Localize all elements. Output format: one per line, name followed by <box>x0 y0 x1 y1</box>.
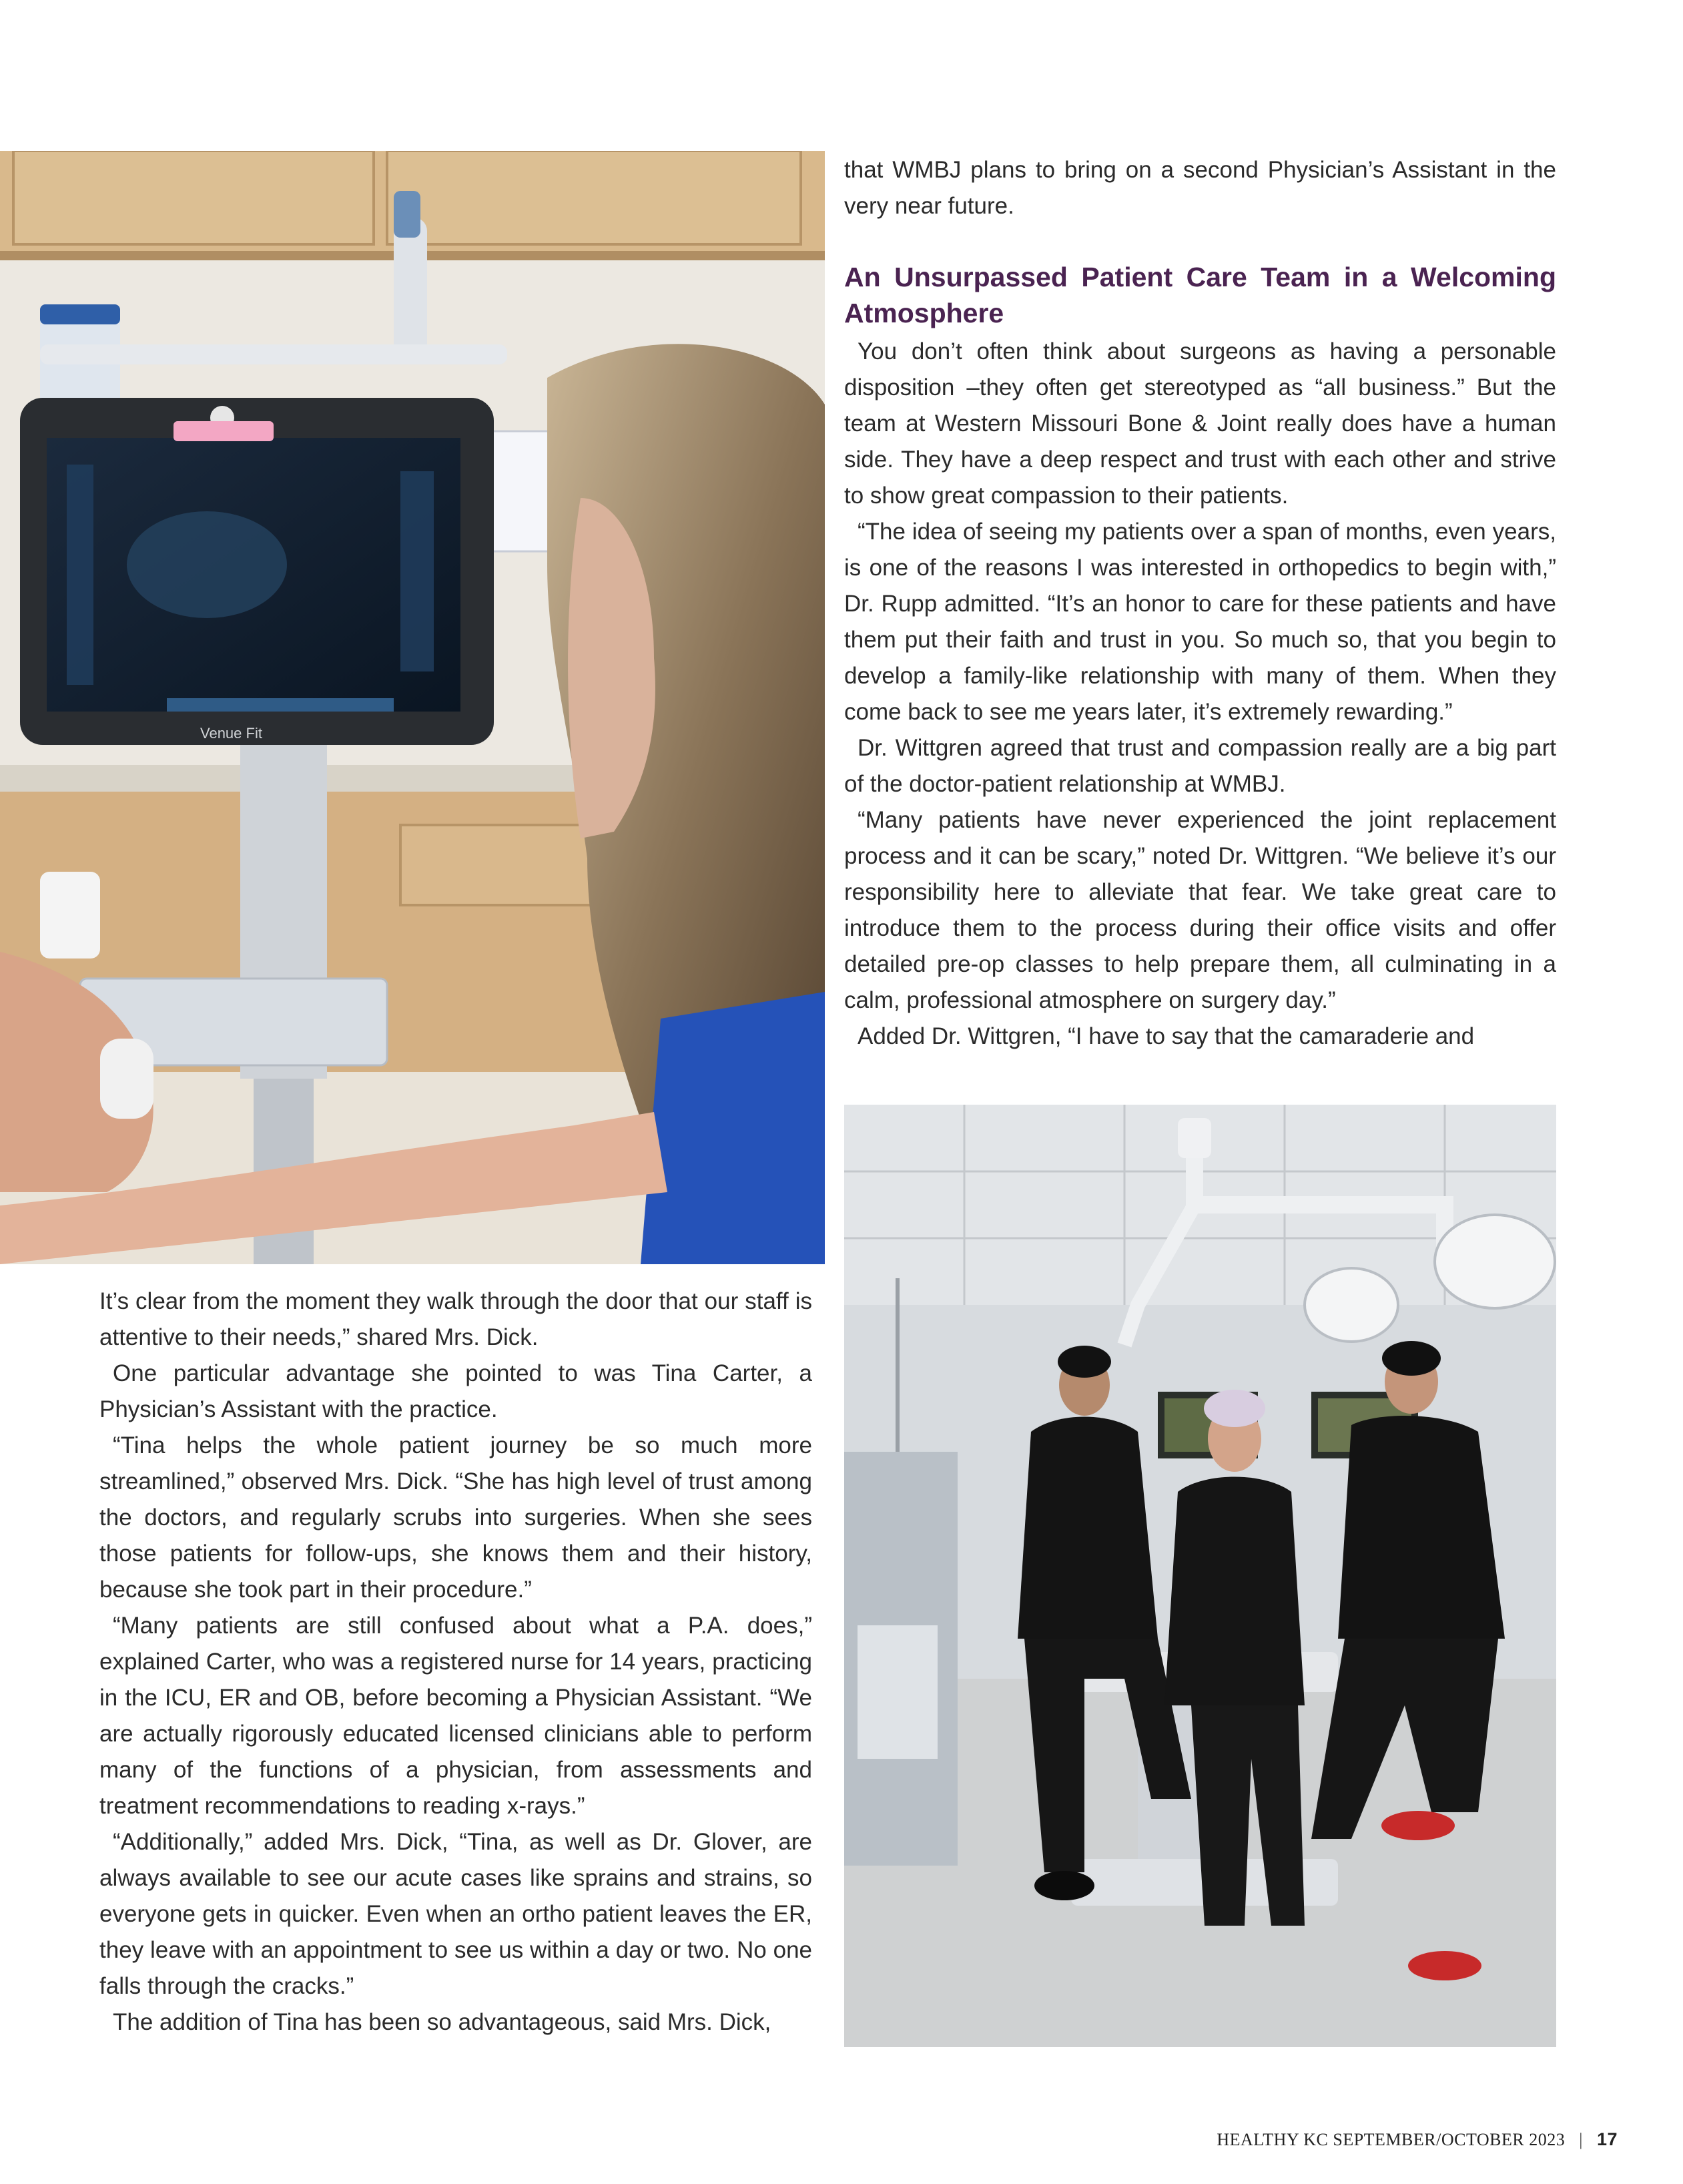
page-footer <box>1217 2129 1618 2150</box>
paragraph: One particular advantage she pointed to was Tina Carter, a Physician’s Assistant with the practice. <box>99 1360 812 1422</box>
paragraph: It’s clear from the moment they walk through the door that our staff is attentive to their needs,” shared Mrs. Dick. <box>99 1288 812 1350</box>
footer-separator: | <box>1579 2130 1583 2149</box>
paragraph: Added Dr. Wittgren, “I have to say that the camaraderie and <box>858 1023 1475 1049</box>
paragraph: Dr. Wittgren agreed that trust and compassion really are a big part of the doctor-patient relationship at WMBJ. <box>844 735 1556 797</box>
paragraph: “Additionally,” added Mrs. Dick, “Tina, as well as Dr. Glover, are always available to see our acute cases like sprains and strains, so everyone gets in quicker. Even when an ortho patient leaves the ER, they leave with an appointment to see us within a day or two. No one falls through the cracks.” <box>99 1829 812 1999</box>
right-column-top <box>844 152 1556 1055</box>
paragraph: “Tina helps the whole patient journey be so much more streamlined,” observed Mrs. Dick. “She has high level of trust among the doctors, and regularly scrubs into surgeries. When she sees those patients for follow-ups, she knows them and their history, because she took part in their procedure.” <box>99 1432 812 1603</box>
paragraph: “The idea of seeing my patients over a span of months, even years, is one of the reasons I was interested in orthopedics to begin with,” Dr. Rupp admitted. “It’s an honor to care for these patients and have them put their faith and trust in you. So much so, that you begin to develop a family-like relationship with many of them. When they come back to see me years later, it’s extremely rewarding.” <box>844 519 1556 725</box>
left-column-bottom <box>99 1284 812 2040</box>
section-heading: An Unsurpassed Patient Care Team in a Welcoming Atmosphere <box>844 262 1556 328</box>
paragraph: that WMBJ plans to bring on a second Physician’s Assistant in the very near future. <box>844 157 1556 219</box>
paragraph: The addition of Tina has been so advantageous, said Mrs. Dick, <box>113 2009 771 2035</box>
ultrasound-exam-photo <box>0 151 825 1264</box>
publication-name: HEALTHY KC <box>1217 2130 1333 2149</box>
surgical-team-photo <box>844 1105 1556 2047</box>
device-brand-label: Venue Fit <box>200 725 262 742</box>
paragraph: “Many patients have never experienced the joint replacement process and it can be scary,” noted Dr. Wittgren. “We believe it’s our responsibility here to alleviate that fear. We take great care to introduce them to the process during their office visits and offer detailed pre-op classes to help prepare them, all culminating in a calm, professional atmosphere on surgery day.” <box>844 807 1556 1013</box>
paragraph: “Many patients are still confused about what a P.A. does,” explained Carter, who was a registered nurse for 14 years, practicing in the ICU, ER and OB, before becoming a Physician Assistant. “We are actually rigorously educated licensed clinicians able to perform many of the functions of a physician, from assessments and treatment recommendations to reading x-rays.” <box>99 1613 812 1819</box>
issue-date: SEPTEMBER/OCTOBER 2023 <box>1333 2130 1566 2149</box>
paragraph: You don’t often think about surgeons as having a personable disposition –they often get stereotyped as “all business.” But the team at Western Missouri Bone & Joint really does have a human side. They have a deep respect and trust with each other and strive to show great compassion to their patients. <box>844 338 1556 509</box>
page-number: 17 <box>1596 2129 1618 2149</box>
